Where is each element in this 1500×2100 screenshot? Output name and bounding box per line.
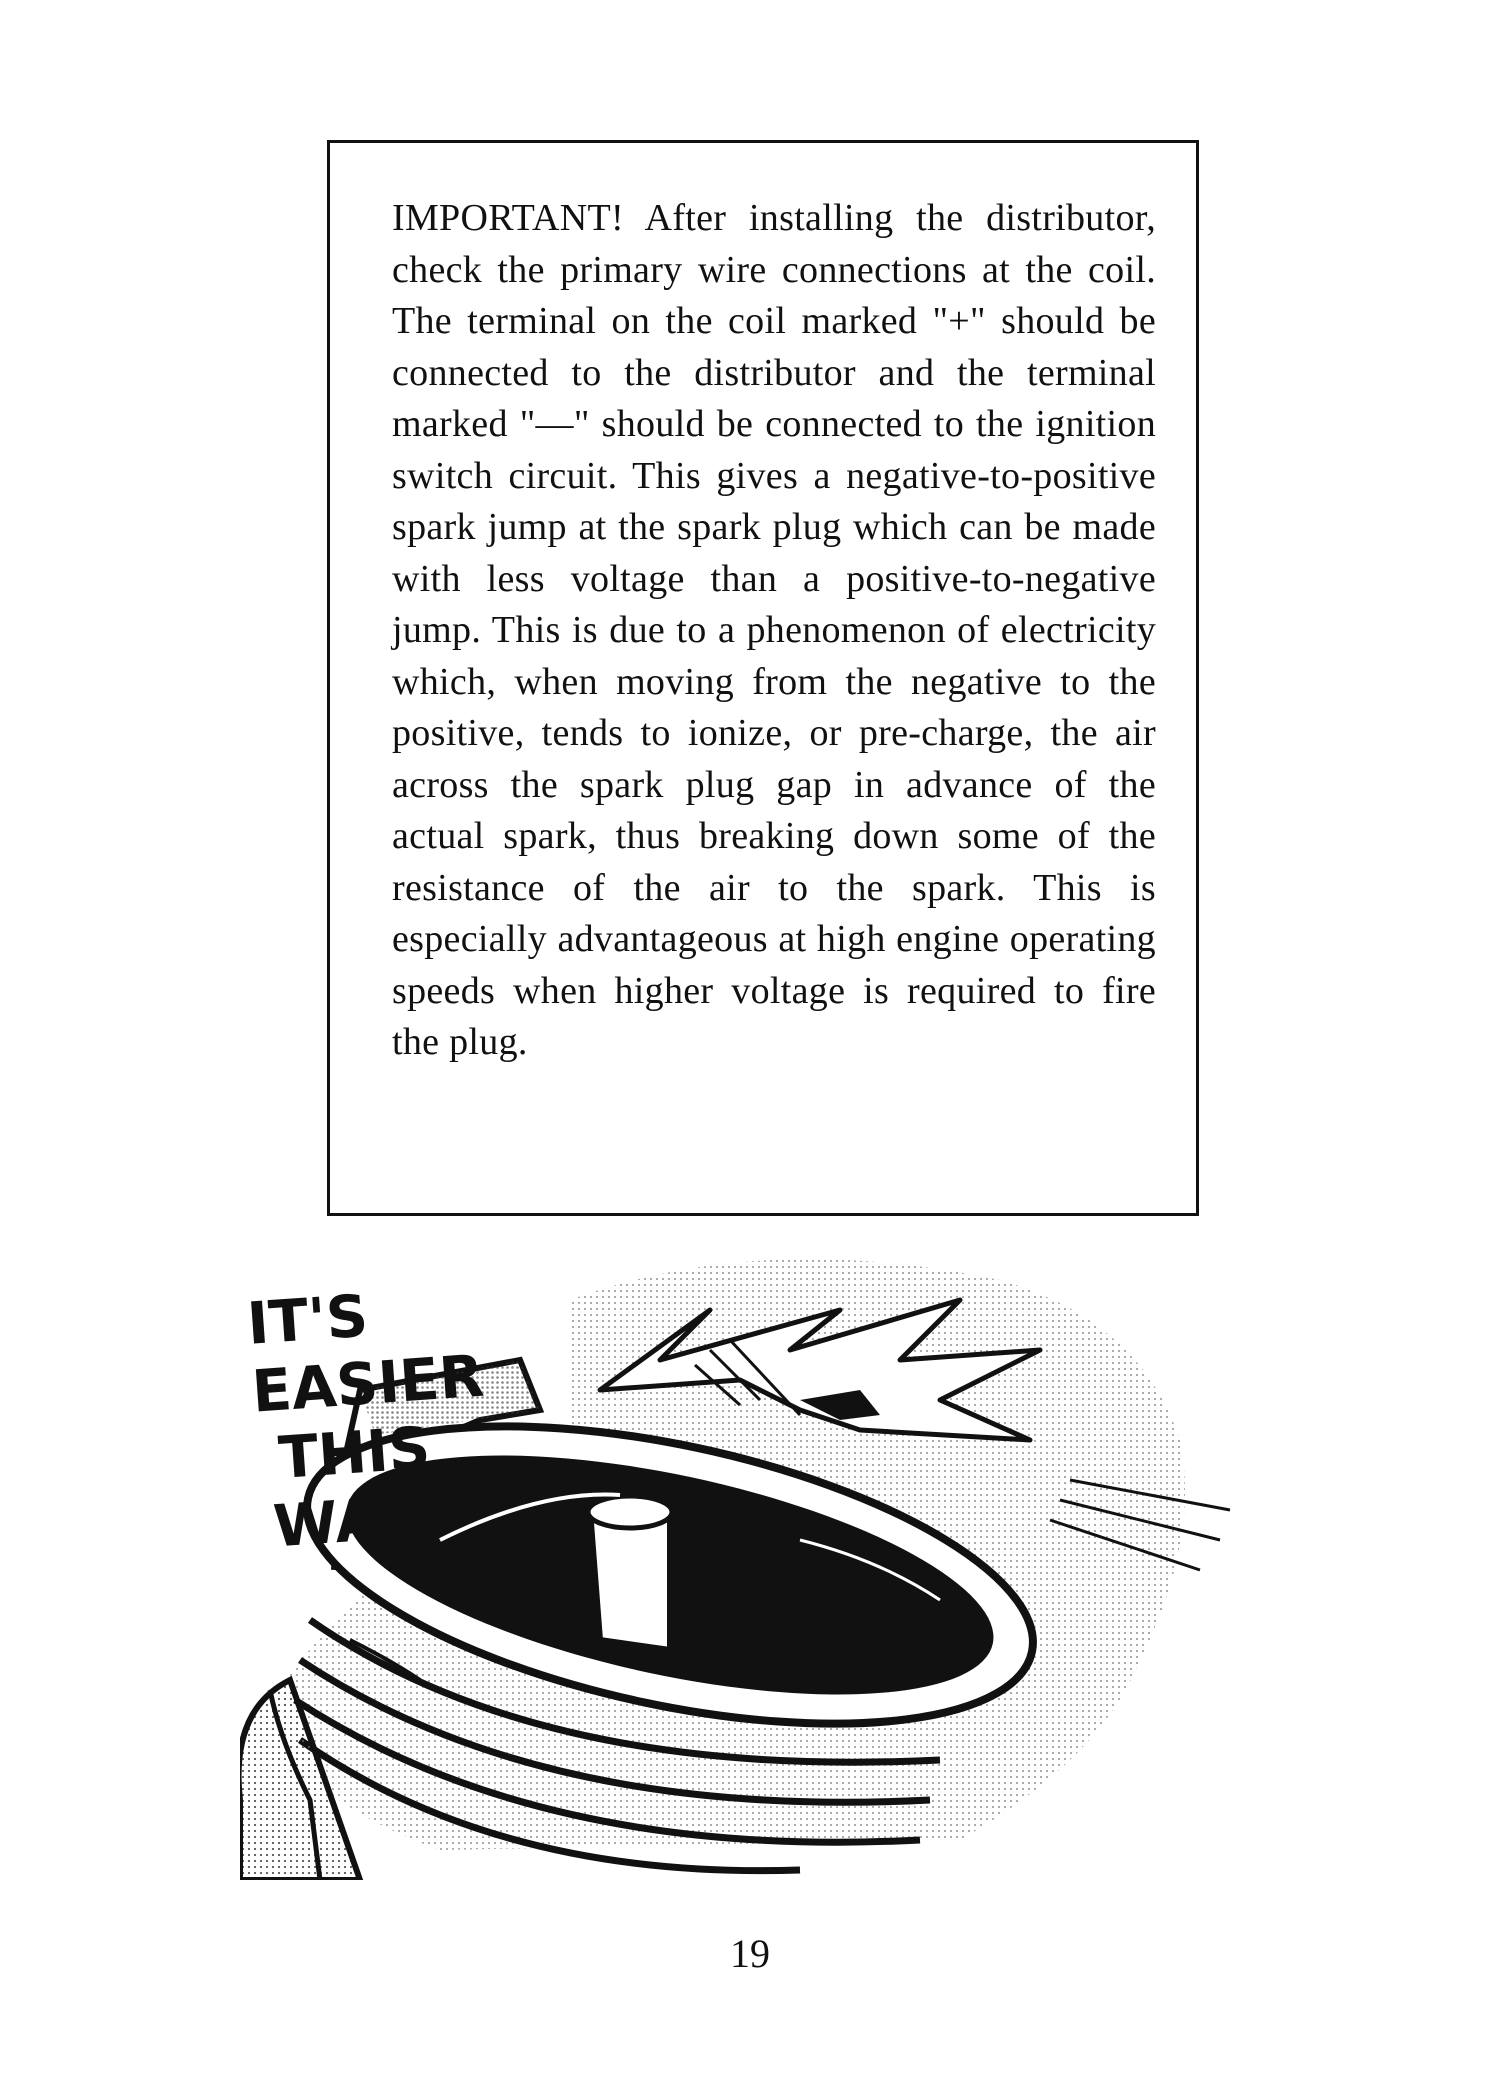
important-notice-text: IMPORTANT! After installing the distributor, check the primary wire connections at the coil. The terminal on the coil marked "+" should be connected to the distributor and the terminal marked "—" should be connected to the ignition switch circuit. This gives a negative-to-positive spark jump at the spark plug which can be made with less voltage than a positive-to-negative jump. This is due to a phenomenon of electricity which, when moving from the negative to the positive, tends to ionize, or pre-charge, the air across the spark plug gap in advance of the actual spark, thus breaking down some of the resistance of the air to the spark. This is especially advantageous at high engine operating speeds when higher voltage is required to fire the plug. <box>392 197 1156 1063</box>
caption-line-3: WAY! <box>271 1480 445 1561</box>
illustration-caption <box>245 1265 623 1561</box>
important-notice-box <box>327 140 1199 1216</box>
page-number: 19 <box>730 1931 770 1976</box>
caption-line-2: THIS <box>276 1413 433 1492</box>
caption-line-1: IT'S EASIER <box>245 1281 487 1426</box>
